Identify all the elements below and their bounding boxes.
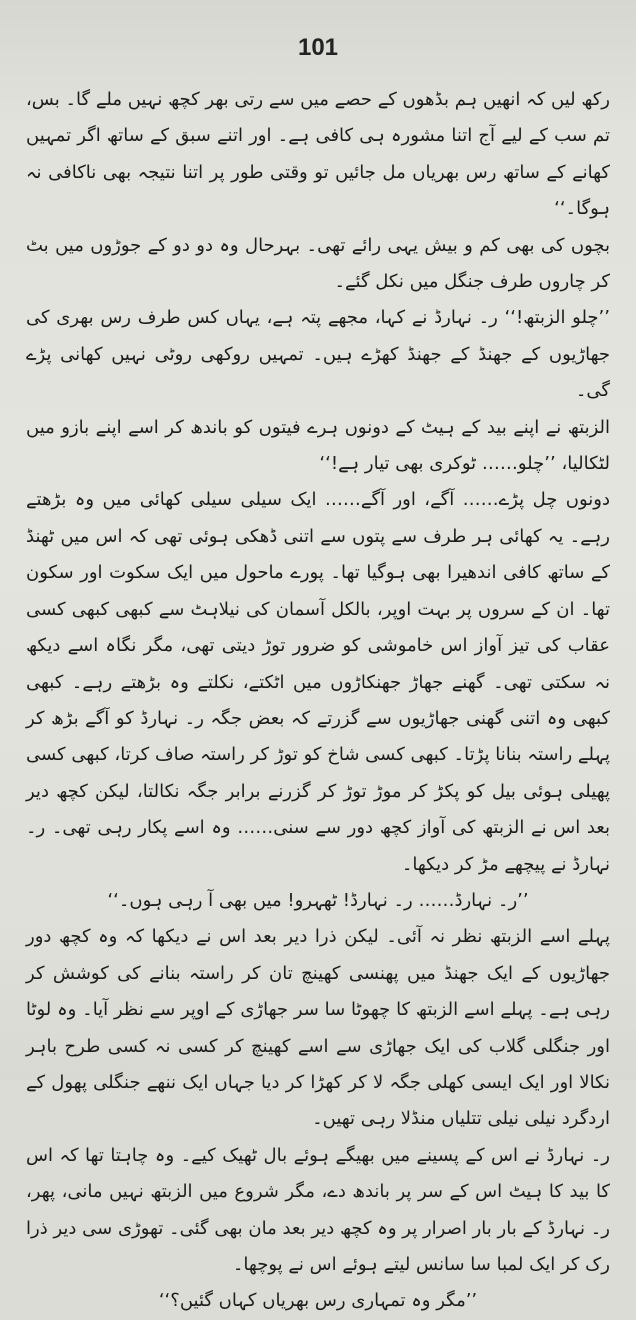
paragraph: پہلے اسے الزبتھ نظر نہ آئی۔ لیکن ذرا دیر بعد اس نے دیکھا کہ وہ کچھ دور جھاڑیوں کے ایک جھنڈ میں پھنسی کھینچ تان کر راستہ بنانے کی کوشش کر رہی ہے۔ پہلے اسے الزبتھ کا چھوٹا سا سر جھاڑی کے اوپر سے نظر آیا۔ وہ لوٹا اور جنگلی گلاب کی ایک جھاڑی سے اسے کھینچ کر کسی نہ کسی طرح باہر نکالا اور ایک ایسی کھلی جگہ لا کر کھڑا کر دیا جہاں ایک ننھے جنگلی پھول کے اردگرد نیلی نیلی تتلیاں منڈلا رہی تھیں۔: [26, 926, 610, 1130]
paragraph: ’’چلو الزبتھ!‘‘ ر۔ نہارڈ نے کہا، مجھے پتہ ہے، یہاں کس طرف رس بھری کی جھاڑیوں کے جھنڈ کے جھنڈ کھڑے ہیں۔ تمہیں روکھی روٹی نہیں کھانی پڑے گی۔: [26, 307, 610, 402]
page-number: 101: [297, 34, 339, 61]
page-text: [26, 82, 610, 1320]
paragraph: رکھ لیں کہ انھیں ہم بڈھوں کے حصے میں سے رتی بھر کچھ نہیں ملے گا۔ بس، تم سب کے لیے آج اتنا مشورہ ہی کافی ہے۔ اور اتنے سبق کے ساتھ اگر تمہیں کھانے کے ساتھ رس بھریاں مل جائیں تو وقتی طور پر اتنا نتیجہ بھی ناکافی نہ ہوگا۔‘‘: [26, 89, 610, 220]
paragraph-dialogue: ’’مگر وہ تمہاری رس بھریاں کہاں گئیں؟‘‘: [158, 1290, 478, 1312]
paragraph: الزبتھ نے اپنے بید کے ہیٹ کے دونوں ہرے فیتوں کو باندھ کر اسے اپنے بازو میں لٹکالیا، ’’چلو…… ٹوکری بھی تیار ہے!‘‘: [26, 416, 610, 475]
paragraph-dialogue: ’’ر۔ نہارڈ…… ر۔ نہارڈ! ٹھہرو! میں بھی آ رہی ہوں۔‘‘: [107, 889, 529, 911]
paragraph: ر۔ نہارڈ نے اس کے پسینے میں بھیگے ہوئے بال ٹھیک کیے۔ وہ چاہتا تھا کہ اس کا بید کا ہیٹ اس کے سر پر باندھ دے، مگر شروع میں الزبتھ نہیں مانی، پھر، ر۔ نہارڈ کے بار بار اصرار پر وہ کچھ دیر بعد مان بھی گئی۔ تھوڑی سی دیر ذرا رک کر ایک لمبا سا سانس لیتے ہوئے اس نے پوچھا۔: [26, 1144, 610, 1275]
paragraph: بچوں کی بھی کم و بیش یہی رائے تھی۔ بہرحال وہ دو دو کے جوڑوں میں بٹ کر چاروں طرف جنگل میں نکل گئے۔: [26, 234, 610, 293]
paragraph: دونوں چل پڑے…… آگے، اور آگے…… ایک سیلی سیلی کھائی میں وہ بڑھتے رہے۔ یہ کھائی ہر طرف سے پتوں سے اتنی ڈھکی ہوئی تھی کہ اس میں ٹھنڈ کے ساتھ کافی اندھیرا بھی ہوگیا تھا۔ پورے ماحول میں ایک سکوت اور سکون تھا۔ ان کے سروں پر بہت اوپر، بالکل آسمان کی نیلاہٹ سے کبھی کبھی کسی عقاب کی تیز آواز اس خاموشی کو ضرور توڑ دیتی تھی، مگر نگاہ اسے دیکھ نہ سکتی تھی۔ گھنے جھاڑ جھنکاڑوں میں اٹکتے، نکلتے وہ بڑھتے رہے۔ کبھی کبھی وہ اتنی گھنی جھاڑیوں سے گزرتے کہ بعض جگہ ر۔ نہارڈ کو آگے بڑھ کر پہلے راستہ بنانا پڑتا۔ کبھی کسی شاخ کو توڑ کر راستہ صاف کرتا، کبھی کسی پھیلی ہوئی بیل کو پکڑ کر موڑ توڑ کر گزرنے برابر جگہ نکالتا، لیکن کچھ دیر بعد اس نے الزبتھ کی آواز کچھ دور سے سنی…… وہ اسے پکار رہی تھی۔ ر۔ نہارڈ نے پیچھے مڑ کر دیکھا۔: [26, 489, 610, 875]
